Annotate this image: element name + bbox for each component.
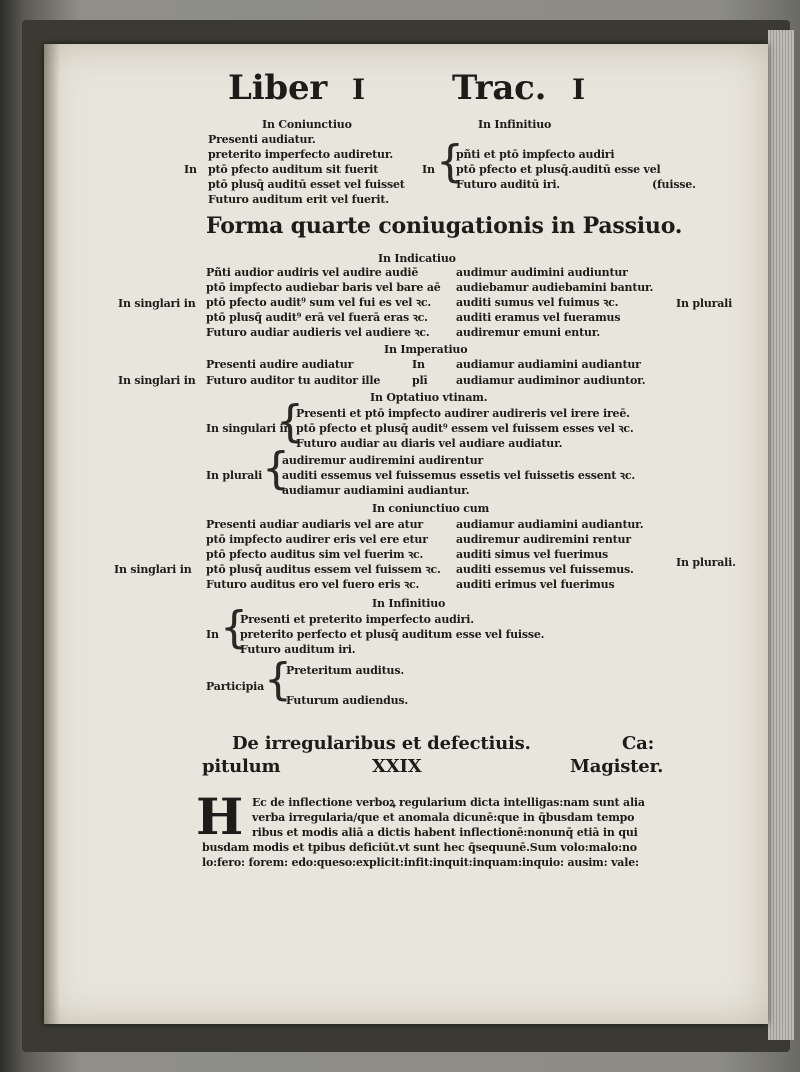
table-row-right: auditi erimus vel fuerimus [456,578,615,591]
table-row-right: auditi essemus vel fuissemus. [456,563,634,576]
brace-glyph: { [276,396,304,447]
text-line: Presenti audiatur. [208,133,316,146]
table-row-left: ptō plusq̄ audit⁹ erā vel fuerā eras ꝛc. [206,311,428,324]
chapter-magister: Magister. [570,756,664,777]
margin-label: In [184,163,197,176]
infinitiuo-heading: In Infinitiuo [478,118,552,131]
paragraph-line: verba irregularia/que et anomala dicunē:que in q̄busdam tempo [252,811,635,824]
text-line: Preteritum auditus. [286,664,404,677]
text-line: (fuisse. [652,178,696,191]
brace-glyph: { [264,654,292,705]
table-row-left: ptō impfecto audirer eris vel ere etur [206,533,428,546]
coniunctiuo-heading: In Coniunctiuo [262,118,352,131]
text-line: preterito perfecto et plusq̄ auditum esse vel fuisse. [240,628,545,641]
table-row-left: ptō impfecto audiebar baris vel bare aē [206,281,441,294]
table-row-right: audiremur emuni entur. [456,326,600,339]
table-row-right: auditi eramus vel fueramus [456,311,621,324]
header-liber-number: I [352,73,365,106]
text-line: audiamur audiminor audiuntor. [456,374,646,387]
table-row-right: auditi simus vel fuerimus [456,548,609,561]
drop-cap: H [196,787,244,846]
margin-label-singular: In singlari in [118,297,196,310]
text-line: audiamur audiamini audiantur. [282,484,470,497]
header-trac-number: I [572,73,585,106]
text-line: ptō pfecto et plusq̄ audit⁹ essem vel fuissem esses vel ꝛc. [296,422,634,435]
margin-label: In singulari in [206,422,292,435]
margin-label: In [422,163,435,176]
participia-label: Participia [206,680,265,693]
table-row-left: ptō plusq̄ auditus essem vel fuissem ꝛc. [206,563,441,576]
text-line: Futuro auditum iri. [240,643,356,656]
table-row-right: audiebamur audiebamini bantur. [456,281,654,294]
text-line: pñti et ptō impfecto audiri [456,148,615,161]
text-line: audiamur audiamini audiantur [456,358,641,371]
brace-glyph: { [262,443,290,494]
brace-glyph: { [220,602,248,653]
table-row-left: Futuro auditus ero vel fuero eris ꝛc. [206,578,420,591]
page-gutter-shadow [44,44,60,1024]
paragraph-line: Ec de inflectione verboꝝ regularium dicta intelligas:nam sunt alia [252,796,645,809]
margin-label: In singlari in [118,374,196,387]
chapter-pitulum: pitulum [202,756,281,777]
text-line: preterito imperfecto audiretur. [208,148,394,161]
table-row-left: Presenti audiar audiaris vel are atur [206,518,423,531]
paragraph-line: busdam modis et tpibus deficiūt.vt sunt hec q̄sequunē.Sum volo:malo:no [202,841,637,854]
margin-label-singular: In singlari in [114,563,192,576]
paragraph-line: ribus et modis aliā a dictis habent inflectionē:nonunq̄ etiā in qui [252,826,638,839]
margin-label: In plurali [206,469,263,482]
table-row-left: Pñti audior audiris vel audire audiē [206,266,419,279]
paragraph-line: lo:fero: forem: edo:queso:explicit:infit:inquit:inquam:inquio: ausim: vale: [202,856,639,869]
table-row-right: audimur audimini audiuntur [456,266,628,279]
indicatiuo-heading: In Indicatiuo [378,252,456,265]
text-line: Futuro auditū iri. [456,178,560,191]
text-line: Futurum audiendus. [286,694,409,707]
text-line: ptō pfecto auditum sit fuerit [208,163,379,176]
table-row-right: auditi sumus vel fuimus ꝛc. [456,296,619,309]
margin-label-plural: In plurali [676,297,733,310]
text-line: Futuro audiar au diaris vel audiare audiatur. [296,437,563,450]
margin-label: In [206,628,219,641]
text-line: audiremur audiremini audirentur [282,454,484,467]
optatiuo-heading: In Optatiuo vtinam. [370,391,488,404]
page-edges [768,30,794,1040]
table-row-left: Futuro audiar audieris vel audiere ꝛc. [206,326,430,339]
header-trac: Trac. [452,68,547,108]
text-line: ptō pfecto et plusq̄.auditū esse vel [456,163,661,176]
imperatiuo-heading: In Imperatiuo [384,343,468,356]
section-title: Forma quarte coniugationis in Passiuo. [206,213,683,239]
text-line: Presenti et ptō impfecto audirer audireris vel irere ireē. [296,407,630,420]
chapter-number: XXIX [372,756,422,777]
text-line: Presenti audire audiatur [206,358,354,371]
text-line: Presenti et preterito imperfecto audiri. [240,613,474,626]
chapter-cap: Ca: [622,733,655,754]
table-row-left: ptō pfecto auditus sim vel fuerim ꝛc. [206,548,424,561]
text-line: Futuro auditum erit vel fuerit. [208,193,389,206]
table-row-right: audiremur audiremini rentur [456,533,631,546]
table-row-right: audiamur audiamini audiantur. [456,518,644,531]
text-line: auditi essemus vel fuissemus essetis vel fuissetis essent ꝛc. [282,469,635,482]
text-line: ptō plusq̄ auditū esset vel fuisset [208,178,405,191]
brace-glyph: { [436,136,464,187]
coniunctiuo-cum-heading: In coniunctiuo cum [372,502,490,515]
text-line: plī [412,374,428,387]
text-line: In [412,358,425,371]
text-line: Futuro auditor tu auditor ille [206,374,381,387]
table-row-left: ptō pfecto audit⁹ sum vel fui es vel ꝛc. [206,296,431,309]
margin-label-plural: In plurali. [676,556,736,569]
infinitiuo2-heading: In Infinitiuo [372,597,446,610]
chapter-title: De irregularibus et defectiuis. [232,733,531,754]
header-liber: Liber [228,68,328,108]
